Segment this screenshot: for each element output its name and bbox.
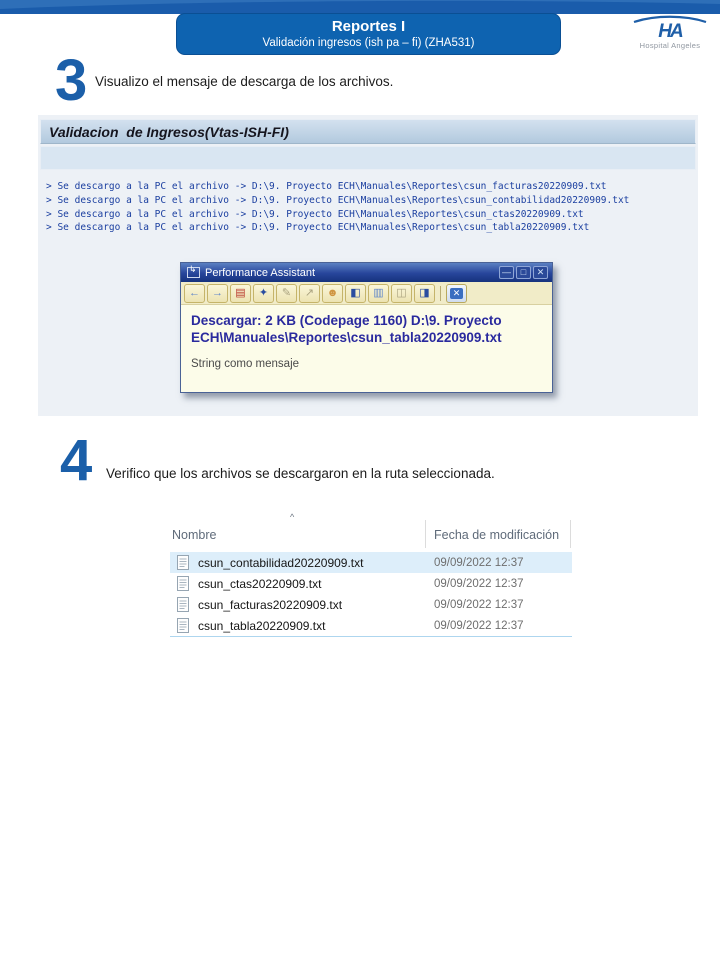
print-button[interactable] [368, 284, 389, 303]
page-subtitle: Validación ingresos (ish pa – fi) (ZHA531) [262, 37, 475, 49]
download-message: Descargar: 2 KB (Codepage 1160) D:\9. Proyecto ECH\Manuales\Reportes\csun_tabla20220909.txt [191, 313, 502, 345]
display-icon: ◧ [350, 286, 361, 299]
file-name: csun_ctas20220909.txt [198, 576, 322, 591]
back-button[interactable] [184, 284, 205, 303]
page-title: Reportes I [331, 18, 406, 35]
sap-console-output [46, 181, 694, 236]
dialog-title: Performance Assistant [205, 266, 316, 279]
toolbar-separator [440, 286, 441, 301]
minimize-icon[interactable]: — [499, 266, 514, 279]
step-4-text: Verifico que los archivos se descargaron en la ruta seleccionada. [106, 466, 495, 481]
logo-monogram: HA [658, 21, 682, 42]
display-button[interactable] [345, 284, 366, 303]
swoosh-graphic [0, 0, 720, 14]
text-file-icon [177, 555, 189, 570]
dialog-title-bar[interactable] [181, 263, 552, 282]
close-icon[interactable]: ✕ [533, 266, 548, 279]
step-3-number: 3 [55, 48, 88, 113]
page-header [176, 13, 561, 55]
file-rows [170, 552, 572, 637]
print-icon: ▥ [373, 286, 384, 299]
edit-button[interactable] [276, 284, 297, 303]
logo-label: Hospital Angeles [639, 41, 701, 50]
technical-settings-icon: ✦ [258, 286, 269, 299]
file-list-header [170, 512, 572, 552]
technical-settings-button[interactable] [253, 284, 274, 303]
forward-button[interactable] [207, 284, 228, 303]
sap-screen-title: Validacion de Ingresos(Vtas-ISH-FI) [49, 124, 289, 140]
text-file-icon [177, 597, 189, 612]
file-date: 09/09/2022 12:37 [434, 556, 524, 569]
column-divider [425, 520, 426, 548]
console-line: > Se descargo a la PC el archivo -> D:\9. Proyecto ECH\Manuales\Reportes\csun_contabilidad20220909.txt [46, 194, 630, 206]
exit-icon: ◨ [419, 286, 430, 299]
file-row[interactable] [170, 594, 572, 615]
close-help-icon: ✕ [450, 288, 463, 299]
copy-button[interactable] [391, 284, 412, 303]
console-line: > Se descargo a la PC el archivo -> D:\9. Proyecto ECH\Manuales\Reportes\csun_facturas20220909.txt [46, 181, 607, 192]
maximize-icon[interactable]: □ [516, 266, 531, 279]
back-icon: ← [189, 286, 200, 299]
text-file-icon [177, 618, 189, 633]
column-divider [570, 520, 571, 548]
sort-ascending-icon[interactable]: ^ [290, 512, 295, 522]
goto-icon: ↗ [304, 286, 315, 299]
user-button[interactable] [322, 284, 343, 303]
edit-icon: ✎ [281, 286, 292, 299]
documentation-icon: ▤ [235, 286, 246, 299]
file-row[interactable] [170, 573, 572, 594]
file-name: csun_facturas20220909.txt [198, 597, 343, 612]
documentation-button[interactable] [230, 284, 251, 303]
console-line: > Se descargo a la PC el archivo -> D:\9. Proyecto ECH\Manuales\Reportes\csun_tabla20220909.txt [46, 222, 590, 234]
column-header-name[interactable]: Nombre [172, 528, 217, 542]
file-row[interactable] [170, 615, 572, 636]
close-help-button[interactable] [446, 284, 467, 303]
dialog-toolbar [181, 282, 552, 305]
goto-button[interactable] [299, 284, 320, 303]
file-name: csun_contabilidad20220909.txt [198, 555, 364, 570]
performance-assistant-dialog [180, 262, 553, 393]
user-icon: ☻ [326, 286, 339, 299]
file-date: 09/09/2022 12:37 [434, 598, 524, 611]
top-accent-bar [0, 0, 720, 14]
file-explorer-list [170, 512, 572, 637]
step-3-text: Visualizo el mensaje de descarga de los archivos. [95, 74, 394, 89]
dialog-body [181, 305, 552, 370]
hospital-angeles-logo [626, 14, 714, 50]
forward-icon: → [212, 286, 223, 299]
dialog-window-icon [187, 267, 200, 278]
exit-button[interactable] [414, 284, 435, 303]
file-name: csun_tabla20220909.txt [198, 618, 326, 633]
file-date: 09/09/2022 12:37 [434, 577, 524, 590]
sap-toolbar-strip [40, 146, 696, 170]
step-4-number: 4 [60, 428, 93, 493]
file-row[interactable] [170, 552, 572, 573]
column-header-date[interactable]: Fecha de modificación [434, 528, 560, 542]
message-type-label: String como mensaje [191, 357, 300, 370]
text-file-icon [177, 576, 189, 591]
file-date: 09/09/2022 12:37 [434, 619, 524, 632]
sap-title-bar [40, 119, 696, 144]
sap-screenshot [38, 115, 698, 416]
console-line: > Se descargo a la PC el archivo -> D:\9. Proyecto ECH\Manuales\Reportes\csun_ctas20220909.txt [46, 208, 584, 220]
copy-icon: ◫ [396, 286, 407, 299]
